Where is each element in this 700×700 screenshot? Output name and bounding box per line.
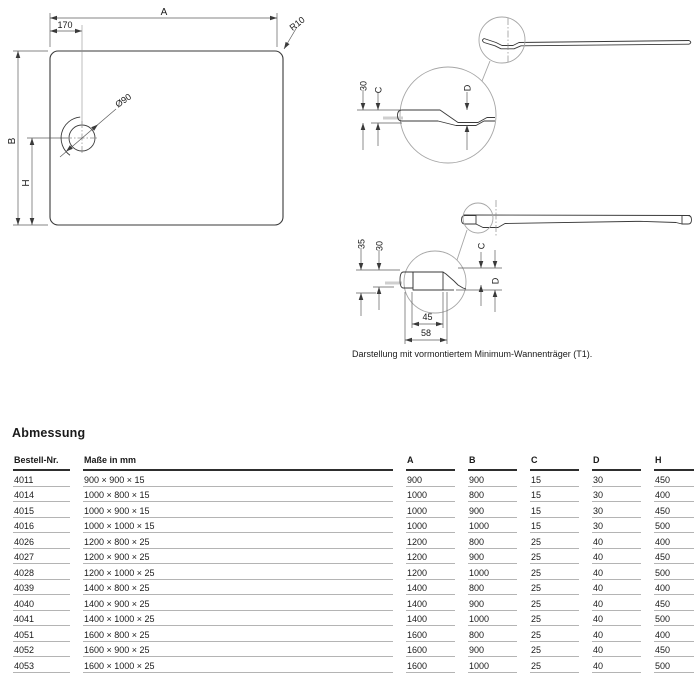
table-cell: 900 [406, 471, 455, 487]
table-cell: 1000 × 900 × 15 [83, 502, 393, 518]
table-cell: 1200 × 1000 × 25 [83, 564, 393, 580]
table-cell: 40 [592, 595, 641, 611]
drain-detail [60, 92, 133, 157]
dimension-table-body [13, 471, 694, 673]
table-cell: 1200 [406, 549, 455, 565]
label-detail1-C: C [373, 86, 384, 94]
label-detail2-45: 45 [422, 312, 433, 322]
table-cell: 1000 × 1000 × 15 [83, 518, 393, 534]
label-170: 170 [57, 20, 73, 30]
profile-drawings [340, 0, 700, 360]
dim-H [21, 138, 68, 225]
table-cell: 25 [530, 580, 579, 596]
table-cell: 450 [654, 595, 694, 611]
table-cell: 1200 [406, 533, 455, 549]
table-cell: 30 [592, 502, 641, 518]
table-cell: 25 [530, 533, 579, 549]
label-detail2-35: 35 [356, 238, 367, 250]
table-cell: 40 [592, 642, 641, 658]
table-cell: 1000 [406, 487, 455, 503]
table-cell: 800 [468, 626, 517, 642]
table-cell: 40 [592, 611, 641, 627]
dim-R10 [282, 15, 307, 51]
dim-170 [50, 20, 82, 124]
label-detail2-58: 58 [420, 328, 432, 338]
table-cell: 1400 [406, 611, 455, 627]
table-cell: 1000 [406, 502, 455, 518]
table-cell: 1600 [406, 626, 455, 642]
table-cell: 25 [530, 642, 579, 658]
table-cell: 1600 × 900 × 25 [83, 642, 393, 658]
table-cell: 900 [468, 549, 517, 565]
table-cell: 1200 × 800 × 25 [83, 533, 393, 549]
table-cell: 500 [654, 518, 694, 534]
table-cell: 400 [654, 626, 694, 642]
table-cell: 450 [654, 471, 694, 487]
table-cell: 900 × 900 × 15 [83, 471, 393, 487]
profile-caption: Darstellung mit vormontiertem Minimum-Wannenträger (T1). [352, 349, 593, 359]
table-cell: 40 [592, 626, 641, 642]
table-cell: 25 [530, 657, 579, 673]
callout-circle-small-2 [463, 203, 493, 233]
table-cell: 800 [468, 533, 517, 549]
table-cell: 25 [530, 564, 579, 580]
dim-detail2-35 [357, 239, 367, 316]
tray-edge-cap [400, 272, 413, 288]
table-cell: 1400 × 900 × 25 [83, 595, 393, 611]
table-cell: 1000 [468, 611, 517, 627]
table-cell: 400 [654, 580, 694, 596]
dim-A [50, 7, 277, 47]
table-cell: 25 [530, 611, 579, 627]
table-cell: 4053 [13, 657, 70, 673]
table-cell: 4015 [13, 502, 70, 518]
table-cell: 15 [530, 487, 579, 503]
label-R10: R10 [287, 14, 307, 33]
table-cell: 40 [592, 533, 641, 549]
detail-view-2 [356, 239, 502, 344]
label-drain-diameter: Ø90 [113, 91, 134, 110]
table-cell: 500 [654, 564, 694, 580]
table-cell: 25 [530, 626, 579, 642]
table-cell: 4011 [13, 471, 70, 487]
table-cell: 1000 [468, 564, 517, 580]
table-cell: 15 [530, 502, 579, 518]
table-cell: 4028 [13, 564, 70, 580]
column-header-c: C [530, 455, 579, 471]
table-cell: 4026 [13, 533, 70, 549]
table-cell: 1400 [406, 580, 455, 596]
table-cell: 1200 [406, 564, 455, 580]
table-cell: 800 [468, 487, 517, 503]
support-block-right [682, 216, 692, 225]
table-cell: 400 [654, 487, 694, 503]
table-cell: 1400 [406, 595, 455, 611]
dimension-table-header [13, 455, 694, 471]
dim-detail2-45 [412, 292, 443, 328]
label-detail1-D: D [462, 84, 473, 92]
table-cell: 900 [468, 595, 517, 611]
table-cell: 1400 × 1000 × 25 [83, 611, 393, 627]
label-detail2-D: D [490, 277, 501, 285]
profile-with-support [457, 200, 692, 260]
table-cell: 450 [654, 549, 694, 565]
column-header-a: A [406, 455, 455, 471]
detail-view-1 [357, 67, 496, 163]
column-header-masse: Maße in mm [83, 455, 393, 471]
table-cell: 4027 [13, 549, 70, 565]
table-cell: 800 [468, 580, 517, 596]
detail-circle-1 [400, 67, 496, 163]
table-cell: 1400 × 800 × 25 [83, 580, 393, 596]
tray-outline [50, 51, 283, 225]
label-detail1-30: 30 [358, 80, 369, 92]
table-cell: 1600 [406, 657, 455, 673]
section-title: Abmessung [12, 426, 86, 440]
table-cell: 1600 [406, 642, 455, 658]
table-cell: 4041 [13, 611, 70, 627]
table-cell: 400 [654, 533, 694, 549]
table-cell: 4016 [13, 518, 70, 534]
table-cell: 1000 [468, 518, 517, 534]
table-cell: 1200 × 900 × 25 [83, 549, 393, 565]
table-cell: 900 [468, 471, 517, 487]
dim-detail2-D [491, 250, 501, 312]
label-A: A [160, 7, 168, 18]
column-header-b: B [468, 455, 517, 471]
callout-circle-small-1 [479, 17, 525, 63]
label-B: B [7, 137, 18, 145]
table-cell: 30 [592, 471, 641, 487]
table-cell: 1600 × 1000 × 25 [83, 657, 393, 673]
column-header-d: D [592, 455, 641, 471]
table-cell: 500 [654, 611, 694, 627]
table-cell: 40 [592, 564, 641, 580]
table-cell: 4051 [13, 626, 70, 642]
table-cell: 1000 [468, 657, 517, 673]
table-cell: 4052 [13, 642, 70, 658]
column-header-bestell-nr: Bestell-Nr. [13, 455, 70, 471]
table-cell: 4039 [13, 580, 70, 596]
label-detail2-C: C [476, 242, 487, 250]
table-cell: 15 [530, 471, 579, 487]
table-cell: 1000 [406, 518, 455, 534]
label-H: H [21, 179, 32, 187]
table-cell: 450 [654, 642, 694, 658]
table-cell: 25 [530, 595, 579, 611]
table-cell: 900 [468, 642, 517, 658]
profile-without-support [479, 17, 691, 81]
table-cell: 450 [654, 502, 694, 518]
column-header-h: H [654, 455, 694, 471]
table-cell: 40 [592, 580, 641, 596]
table-cell: 1600 × 800 × 25 [83, 626, 393, 642]
dim-detail1-30 [359, 81, 369, 150]
dim-detail1-D [463, 84, 473, 150]
table-cell: 40 [592, 657, 641, 673]
table-cell: 30 [592, 487, 641, 503]
support-block-detail [413, 272, 443, 290]
table-cell: 4040 [13, 595, 70, 611]
table-cell: 15 [530, 518, 579, 534]
table-cell: 1000 × 800 × 15 [83, 487, 393, 503]
dim-detail2-C [477, 242, 487, 306]
dim-detail1-C [374, 86, 384, 146]
table-cell: 25 [530, 549, 579, 565]
table-cell: 4014 [13, 487, 70, 503]
plan-view-drawing [0, 0, 335, 245]
dimension-table [13, 455, 694, 673]
table-cell: 30 [592, 518, 641, 534]
table-cell: 900 [468, 502, 517, 518]
dim-detail2-30 [375, 241, 385, 310]
table-cell: 500 [654, 657, 694, 673]
table-cell: 40 [592, 549, 641, 565]
label-detail2-30: 30 [374, 240, 385, 252]
